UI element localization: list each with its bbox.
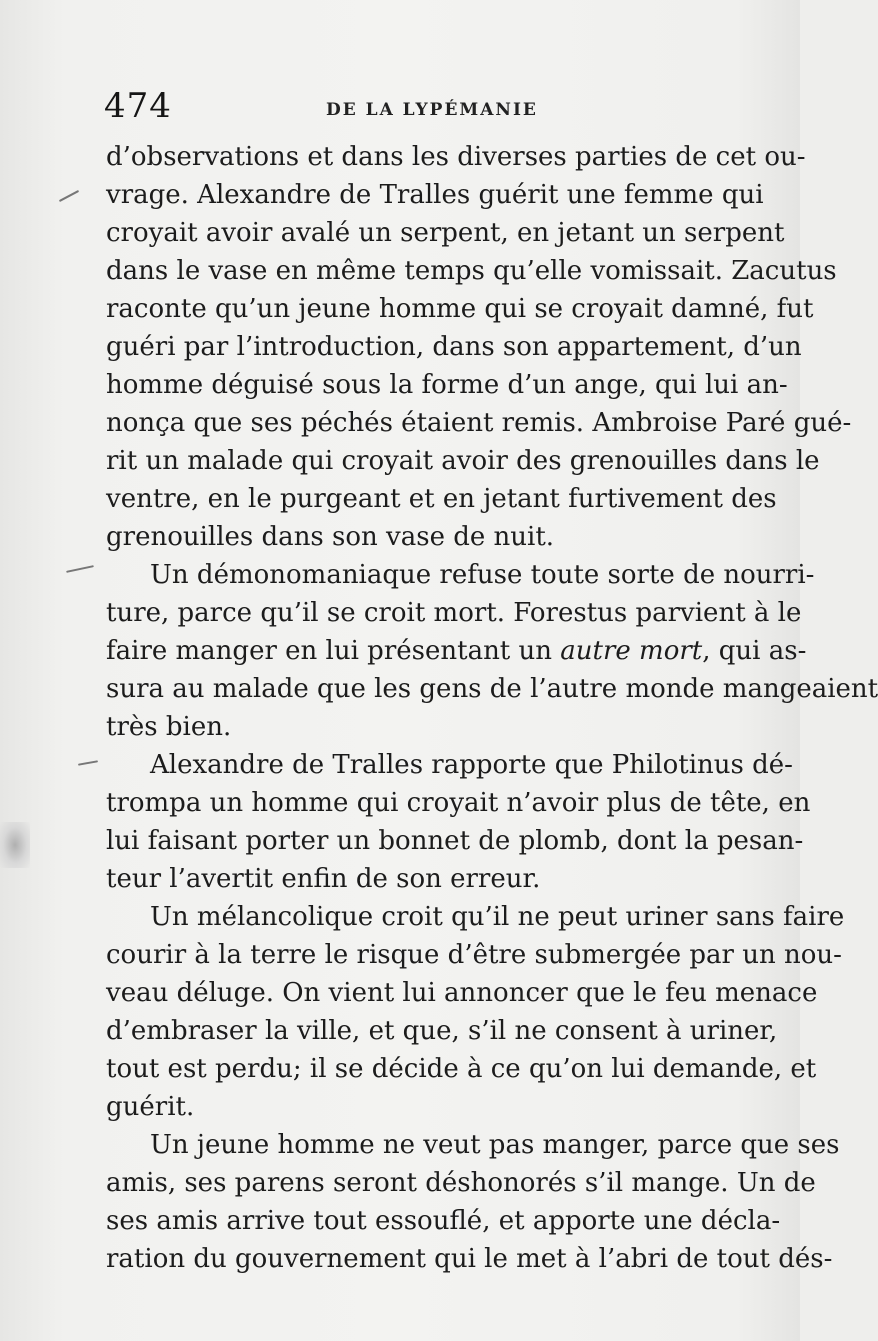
text-line: guéri par l’introduction, dans son appartement, d’un: [106, 332, 802, 362]
page-header: [104, 86, 764, 126]
text-line: ture, parce qu’il se croit mort. Forestus parvient à le: [106, 598, 802, 628]
text-segment: , qui as-: [702, 636, 807, 666]
text-line: homme déguisé sous la forme d’un ange, qui lui an-: [106, 370, 788, 400]
italic-emphasis: autre mort: [560, 636, 703, 666]
page-smudge: [0, 822, 30, 868]
text-line: Un démonomaniaque refuse toute sorte de nourri-: [150, 560, 815, 590]
text-line: teur l’avertit enfin de son erreur.: [106, 864, 541, 894]
margin-mark: [59, 190, 79, 202]
text-line: tout est perdu; il se décide à ce qu’on lui demande, et: [106, 1054, 817, 1084]
text-line: ses amis arrive tout essouflé, et apporte une décla-: [106, 1206, 781, 1236]
text-line: guérit.: [106, 1092, 195, 1122]
text-line: dans le vase en même temps qu’elle vomissait. Zacutus: [106, 256, 837, 286]
text-line: vrage. Alexandre de Tralles guérit une femme qui: [106, 180, 764, 210]
text-line: grenouilles dans son vase de nuit.: [106, 522, 555, 552]
text-line: ration du gouvernement qui le met à l’abri de tout dés-: [106, 1244, 833, 1274]
margin-mark: [66, 565, 94, 573]
text-segment: faire manger en lui présentant un: [106, 636, 553, 666]
text-line: trompa un homme qui croyait n’avoir plus de tête, en: [106, 788, 811, 818]
text-line-with-italic: [106, 632, 807, 670]
text-line: courir à la terre le risque d’être submergée par un nou-: [106, 940, 842, 970]
text-line: lui faisant porter un bonnet de plomb, dont la pesan-: [106, 826, 804, 856]
text-line: raconte qu’un jeune homme qui se croyait damné, fut: [106, 294, 814, 324]
running-title: DE LA LYPÉMANIE: [326, 100, 538, 120]
text-line: Alexandre de Tralles rapporte que Philotinus dé-: [150, 750, 793, 780]
margin-mark: [78, 760, 98, 765]
text-line: d’observations et dans les diverses parties de cet ou-: [106, 142, 806, 172]
text-line: nonça que ses péchés étaient remis. Ambroise Paré gué-: [106, 408, 852, 438]
text-line: veau déluge. On vient lui annoncer que le feu menace: [106, 978, 818, 1008]
text-line: ventre, en le purgeant et en jetant furtivement des: [106, 484, 777, 514]
text-line: Un jeune homme ne veut pas manger, parce que ses: [150, 1130, 840, 1160]
text-line: croyait avoir avalé un serpent, en jetant un serpent: [106, 218, 785, 248]
text-line: Un mélancolique croit qu’il ne peut uriner sans faire: [150, 902, 845, 932]
text-line: sura au malade que les gens de l’autre monde mangeaient: [106, 674, 878, 704]
text-line: d’embraser la ville, et que, s’il ne consent à uriner,: [106, 1016, 778, 1046]
text-line: rit un malade qui croyait avoir des grenouilles dans le: [106, 446, 820, 476]
page-number: 474: [104, 86, 172, 126]
text-line: très bien.: [106, 712, 232, 742]
text-line: amis, ses parens seront déshonorés s’il mange. Un de: [106, 1168, 816, 1198]
